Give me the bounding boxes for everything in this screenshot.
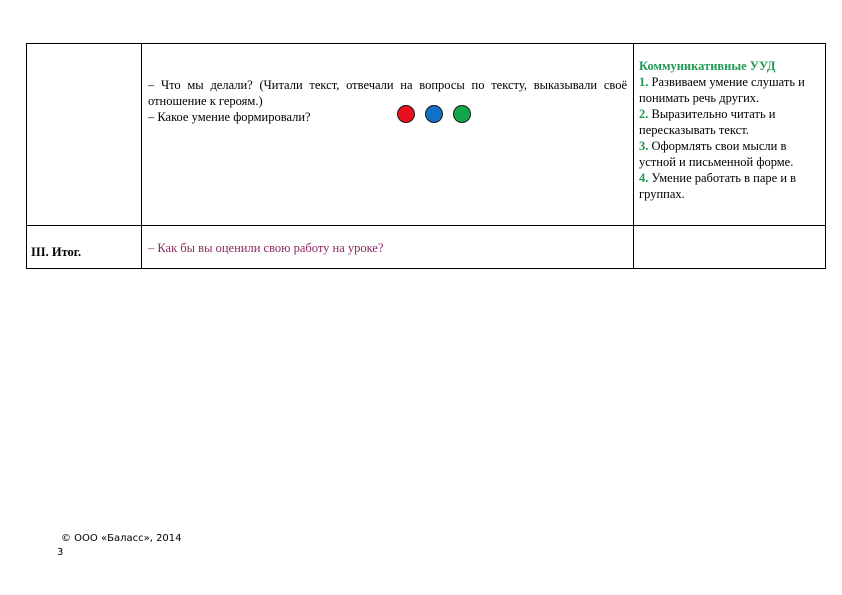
teacher-activity-cell	[142, 44, 634, 226]
table-row	[27, 44, 826, 226]
uud-cell-empty	[634, 226, 826, 269]
question-self-assessment: – Как бы вы оценили свою работу на уроке?	[148, 241, 384, 255]
question-what-did-we-do: – Что мы делали? (Читали текст, отвечали на вопросы по тексту, выказывали своё отношение к героям.)	[148, 78, 627, 108]
stage-label: III. Итог.	[31, 245, 82, 259]
stage-cell	[27, 226, 142, 269]
green-circle-icon	[453, 105, 471, 123]
blue-circle-icon	[425, 105, 443, 123]
stage-cell-empty	[27, 44, 142, 226]
copyright-text: © ООО «Баласс», 2014	[61, 533, 182, 544]
page-footer	[57, 532, 182, 560]
table-row	[27, 226, 826, 269]
uud-item: 2. Выразительно читать и пересказывать текст.	[639, 107, 776, 137]
uud-item: 3. Оформлять свои мысли в устной и письменной форме.	[639, 139, 794, 169]
red-circle-icon	[397, 105, 415, 123]
lesson-table	[26, 43, 826, 269]
uud-item: 4. Умение работать в паре и в группах.	[639, 171, 797, 201]
teacher-activity-cell	[142, 226, 634, 269]
question-which-skill: – Какое умение формировали?	[148, 110, 311, 124]
uud-heading: Коммуникативные УУД	[639, 59, 776, 73]
uud-cell	[634, 44, 826, 226]
uud-item: 1. Развиваем умение слушать и понимать речь других.	[639, 75, 805, 105]
page-number: 3	[57, 547, 64, 558]
